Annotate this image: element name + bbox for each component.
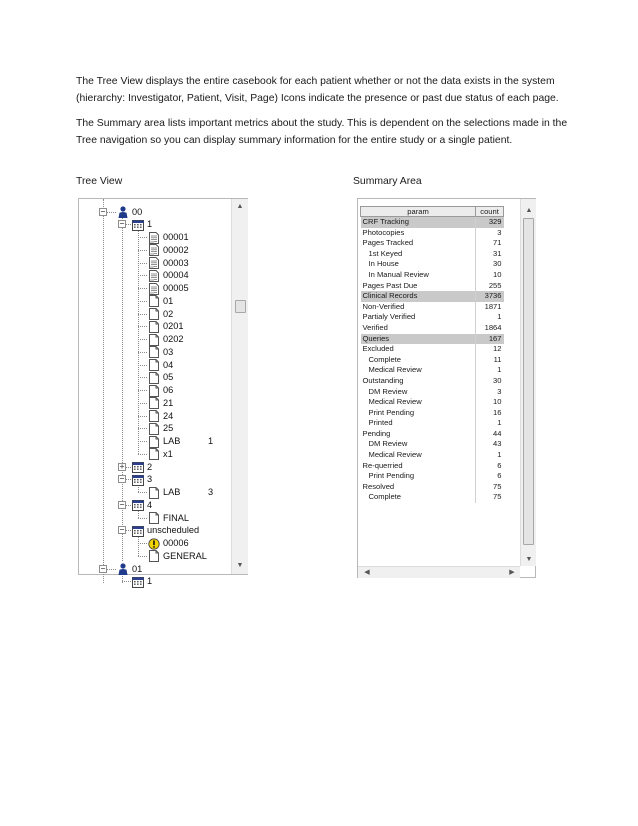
summary-row[interactable] [361,344,504,355]
tree-node-label: 01 [163,295,174,306]
page-empty-icon [148,359,160,371]
tree-node-count: 3 [208,487,214,497]
tree-node-label: LAB [163,487,181,497]
tree-guide-line [103,199,104,583]
tree-node-label: 24 [163,410,174,421]
tree-node-label: 00005 [163,283,189,293]
collapse-toggle-icon[interactable]: − [119,219,125,229]
tree-node-label: unscheduled [147,525,200,536]
count-column-header[interactable]: count [476,207,504,217]
visit-calendar-icon [132,461,144,473]
summary-param-cell: Medical Review [368,397,422,407]
summary-count-cell: 255 [476,281,504,292]
summary-param-cell: Printed [368,418,393,428]
visit-calendar-icon [132,474,144,486]
summary-count-cell: 75 [476,482,504,493]
page-empty-icon [148,397,160,409]
summary-param-cell: Pending [362,428,391,438]
tree-connector-line [138,288,147,289]
summary-row[interactable] [361,291,504,302]
summary-area-panel[interactable] [357,198,536,578]
summary-row[interactable] [361,228,504,239]
summary-scroll-thumb[interactable] [523,218,534,545]
summary-count-cell: 1864 [476,323,504,334]
collapse-toggle-icon[interactable]: − [119,499,125,509]
tree-view-panel[interactable] [78,198,248,587]
collapse-toggle-icon[interactable]: − [100,206,106,216]
summary-row[interactable] [361,387,504,398]
tree-node-label: 00001 [163,232,189,242]
tree-node-label: 03 [163,346,174,357]
summary-param-cell: Re-querried [362,460,403,470]
summary-row[interactable] [361,323,504,334]
summary-row[interactable] [361,482,504,493]
visit-calendar-icon [132,219,144,231]
summary-row[interactable] [361,450,504,461]
summary-param-cell: In House [368,259,399,269]
summary-param-cell: Clinical Records [361,291,476,302]
summary-count-cell: 16 [476,408,504,419]
tree-node-label: 04 [163,359,174,370]
param-column-header[interactable]: param [361,207,476,217]
tree-connector-line [138,301,147,302]
intro-paragraph-tree: The Tree View displays the entire casebook for each patient whether or not the data exists in the system (hierarchy: Investigator, Patient, Visit, Page) Icons indicate the presence or past due status of each page. [76,76,559,104]
summary-param-cell: Pages Past Due [362,280,418,290]
page-empty-icon [148,385,160,397]
tree-connector-line [138,556,147,557]
summary-count-cell: 10 [476,397,504,408]
tree-connector-line [138,339,147,340]
tree-connector-line [138,275,147,276]
summary-row[interactable] [361,376,504,387]
tree-connector-line [138,314,147,315]
tree-connector-line [138,518,147,519]
summary-count-cell: 329 [476,217,504,228]
page-empty-icon [148,295,160,307]
summary-param-cell: DM Review [368,386,408,396]
summary-row[interactable] [361,249,504,260]
page-empty-icon [148,308,160,320]
summary-count-cell: 44 [476,429,504,440]
summary-row[interactable] [361,217,504,228]
summary-param-cell: Non-Verified [362,301,405,311]
summary-count-cell: 6 [476,461,504,472]
tree-connector-line [138,416,147,417]
page-filled-icon [148,257,160,269]
page-empty-icon [148,410,160,422]
page-empty-icon [148,512,160,524]
tree-view-caption: Tree View [76,176,123,187]
tree-node-label: 02 [163,308,174,319]
scroll-up-arrow-icon[interactable]: ▲ [525,207,533,214]
tree-connector-line [138,377,147,378]
summary-param-cell: Complete [368,492,401,502]
tree-view-content[interactable] [79,199,231,587]
collapse-toggle-icon[interactable]: − [119,525,125,535]
tree-connector-line [138,326,147,327]
tree-node-label: 00004 [163,270,189,281]
summary-param-cell: Medical Review [368,450,422,460]
tree-connector-line [138,441,147,442]
summary-count-cell: 10 [476,270,504,281]
tree-connector-line [122,581,131,582]
summary-row[interactable] [361,429,504,440]
summary-count-cell: 12 [476,344,504,355]
page-empty-icon [148,436,160,448]
summary-count-cell: 71 [476,238,504,249]
summary-count-cell: 1 [476,418,504,429]
summary-param-cell: Pages Tracked [362,238,414,248]
summary-param-cell: In Manual Review [368,269,429,279]
summary-count-cell: 11 [476,355,504,366]
summary-param-cell: Print Pending [368,471,415,481]
summary-horizontal-scrollbar[interactable] [358,566,520,578]
tree-node-label: 0201 [163,321,184,332]
tree-node-label: 3 [147,474,153,485]
summary-count-cell: 31 [476,249,504,260]
tree-connector-line [138,543,147,544]
summary-param-cell: Verified [362,322,388,332]
tree-node-label: 00003 [163,257,189,268]
summary-row[interactable] [361,238,504,249]
summary-count-cell: 3 [476,228,504,239]
summary-count-cell: 3736 [476,291,504,302]
summary-param-cell: Resolved [362,481,395,491]
summary-row[interactable] [361,408,504,419]
tree-connector-line [138,428,147,429]
summary-table [360,206,504,503]
tree-connector-line [138,492,147,493]
tree-node-label: GENERAL [163,550,207,561]
tree-node-label: FINAL [163,512,190,523]
summary-count-cell: 1871 [476,302,504,313]
tree-node-label: 06 [163,385,174,395]
page-empty-icon [148,487,160,499]
summary-param-cell: Partialy Verified [362,312,416,322]
page-filled-icon [148,232,160,244]
summary-row[interactable] [361,355,504,366]
page-filled-icon [148,270,160,282]
summary-row[interactable] [361,471,504,482]
summary-param-cell: 1st Keyed [368,248,403,258]
summary-param-cell: Outstanding [362,375,404,385]
tree-node-label: 00002 [163,244,189,255]
page-empty-icon [148,550,160,562]
page-empty-icon [148,448,160,460]
page-filled-icon [148,244,160,256]
page-empty-icon [148,334,160,346]
tree-node-label: 25 [163,423,174,434]
tree-connector-line [138,250,147,251]
summary-vertical-scrollbar[interactable] [520,199,536,566]
collapse-toggle-icon[interactable]: − [119,474,125,484]
tree-connector-line [138,403,147,404]
tree-guide-line [138,535,139,556]
summary-param-cell: Photocopies [362,227,405,237]
summary-row[interactable] [361,334,504,345]
visit-calendar-icon [132,576,144,588]
visit-calendar-icon [132,499,144,511]
summary-count-cell: 1 [476,365,504,376]
patient-icon [117,563,129,575]
summary-count-cell: 6 [476,471,504,482]
summary-row[interactable] [361,312,504,323]
tree-connector-line [138,390,147,391]
summary-row[interactable] [361,302,504,313]
tree-node-label: 00 [132,206,143,217]
summary-param-cell: Medical Review [368,365,422,375]
intro-paragraph-summary: The Summary area lists important metrics about the study. This is dependent on the selections made in the Tree navigation so you can display summary information for the entire study or a single patient. [76,118,568,146]
summary-param-cell: DM Review [368,439,408,449]
summary-row[interactable] [361,397,504,408]
patient-icon [117,206,129,218]
tree-node-label: 2 [147,461,153,472]
tree-connector-line [138,263,147,264]
summary-count-cell: 43 [476,439,504,450]
summary-row[interactable] [361,259,504,270]
tree-guide-line [122,218,123,561]
tree-connector-line [138,352,147,353]
tree-node-label: 21 [163,397,174,408]
expand-toggle-icon[interactable]: + [119,461,125,471]
tree-node-label: x1 [163,448,173,459]
scroll-right-arrow-icon[interactable]: ▶ [509,569,515,576]
summary-row[interactable] [361,439,504,450]
tree-connector-line [138,237,147,238]
page-empty-icon [148,321,160,333]
summary-param-cell: Excluded [362,344,394,354]
summary-row[interactable] [361,418,504,429]
tree-connector-line [138,365,147,366]
past-due-warning-icon [148,538,160,550]
page-filled-icon [148,283,160,295]
summary-row[interactable] [361,281,504,292]
summary-header-row [361,207,504,217]
tree-connector-line [138,454,147,455]
tree-node-label: LAB [163,436,181,446]
tree-node-label: 0202 [163,334,184,344]
page-empty-icon [148,423,160,435]
scroll-up-arrow-icon[interactable]: ▲ [236,203,244,210]
tree-node-label: 1 [147,219,153,230]
tree-node-label: 01 [132,563,143,574]
collapse-toggle-icon[interactable]: − [100,563,106,573]
tree-node-count: 1 [208,436,214,446]
tree-scroll-thumb[interactable] [235,300,246,313]
tree-node-label: 00006 [163,538,189,548]
summary-param-cell: Print Pending [368,407,415,417]
summary-row[interactable] [361,461,504,472]
summary-param-cell: Complete [368,354,401,364]
summary-row[interactable] [361,270,504,281]
summary-count-cell: 1 [476,450,504,461]
tree-node-label: 4 [147,499,153,510]
summary-count-cell: 75 [476,492,504,503]
summary-count-cell: 1 [476,312,504,323]
summary-count-cell: 30 [476,259,504,270]
summary-row[interactable] [361,365,504,376]
summary-area-caption: Summary Area [353,176,422,187]
summary-count-cell: 167 [476,334,504,345]
summary-row[interactable] [361,492,504,503]
summary-param-cell: CRF Tracking [361,217,476,228]
page-empty-icon [148,346,160,358]
scroll-left-arrow-icon[interactable]: ◀ [364,569,370,576]
summary-param-cell: Queries [361,334,476,345]
page-empty-icon [148,372,160,384]
tree-node-label: 1 [147,576,153,587]
scroll-down-arrow-icon[interactable]: ▼ [525,556,533,563]
scroll-down-arrow-icon[interactable]: ▼ [236,562,244,569]
visit-calendar-icon [132,525,144,537]
summary-count-cell: 30 [476,376,504,387]
tree-node-label: 05 [163,372,174,383]
summary-count-cell: 3 [476,387,504,398]
tree-vertical-scrollbar[interactable] [231,199,248,574]
